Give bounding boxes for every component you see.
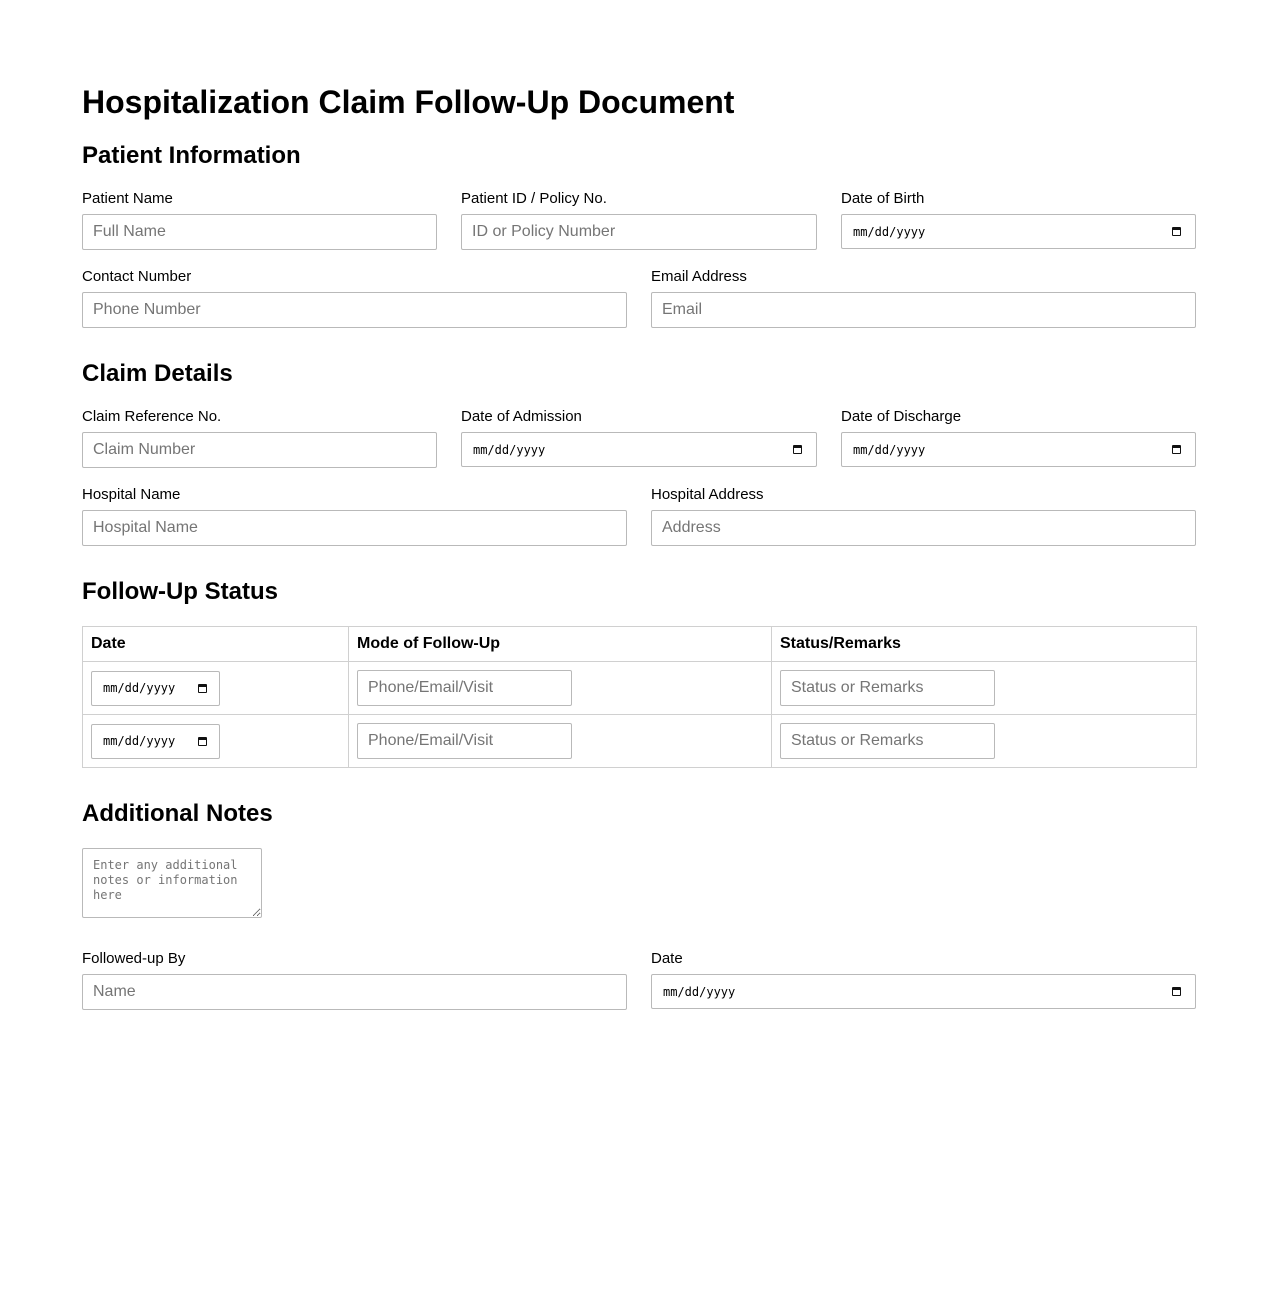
contact-number-input[interactable]	[82, 292, 627, 328]
claim-reference-input[interactable]	[82, 432, 437, 468]
table-header-row	[83, 627, 1197, 662]
follow-up-table	[82, 626, 1197, 768]
patient-name-label: Patient Name	[82, 190, 173, 207]
email-address-input[interactable]	[651, 292, 1196, 328]
followed-up-by-input[interactable]	[82, 974, 627, 1010]
patient-name-input[interactable]	[82, 214, 437, 250]
calendar-icon[interactable]	[1172, 445, 1181, 454]
email-address-label: Email Address	[651, 268, 747, 285]
date-of-admission-input[interactable]	[461, 432, 817, 467]
date-of-discharge-placeholder: mm/dd/yyyy	[853, 442, 926, 457]
calendar-icon[interactable]	[1172, 987, 1181, 996]
follow-up-mode-input[interactable]	[357, 670, 572, 706]
table-row	[83, 715, 1197, 768]
follow-up-date-input[interactable]	[91, 671, 220, 706]
column-header-mode: Mode of Follow-Up	[349, 627, 772, 662]
hospital-address-input[interactable]	[651, 510, 1196, 546]
status-cell	[772, 662, 1197, 715]
claim-reference-label: Claim Reference No.	[82, 408, 222, 425]
section-heading-follow-up-status: Follow-Up Status	[82, 578, 278, 605]
patient-id-label: Patient ID / Policy No.	[461, 190, 607, 207]
follow-up-mode-input[interactable]	[357, 723, 572, 759]
table-row	[83, 662, 1197, 715]
date-of-birth-placeholder: mm/dd/yyyy	[853, 224, 926, 239]
mode-cell	[349, 662, 772, 715]
signoff-date-label: Date	[651, 950, 683, 967]
section-heading-claim-details: Claim Details	[82, 360, 233, 387]
date-cell	[83, 662, 349, 715]
hospital-name-input[interactable]	[82, 510, 627, 546]
date-of-admission-label: Date of Admission	[461, 408, 582, 425]
followed-up-by-label: Followed-up By	[82, 950, 186, 967]
date-of-discharge-label: Date of Discharge	[841, 408, 962, 425]
date-of-birth-input[interactable]	[841, 214, 1196, 249]
patient-id-input[interactable]	[461, 214, 817, 250]
signoff-date-input[interactable]	[651, 974, 1196, 1009]
date-of-birth-label: Date of Birth	[841, 190, 925, 207]
calendar-icon[interactable]	[198, 737, 207, 746]
date-cell	[83, 715, 349, 768]
additional-notes-textarea[interactable]	[82, 848, 262, 918]
hospital-address-label: Hospital Address	[651, 486, 764, 503]
column-header-date: Date	[83, 627, 349, 662]
follow-up-status-input[interactable]	[780, 723, 995, 759]
section-heading-additional-notes: Additional Notes	[82, 800, 273, 827]
follow-up-status-input[interactable]	[780, 670, 995, 706]
calendar-icon[interactable]	[793, 445, 802, 454]
section-heading-patient-information: Patient Information	[82, 142, 301, 169]
calendar-icon[interactable]	[198, 684, 207, 693]
follow-up-date-input[interactable]	[91, 724, 220, 759]
date-of-admission-placeholder: mm/dd/yyyy	[473, 442, 546, 457]
hospital-name-label: Hospital Name	[82, 486, 181, 503]
column-header-status: Status/Remarks	[772, 627, 1197, 662]
calendar-icon[interactable]	[1172, 227, 1181, 236]
follow-up-date-placeholder: mm/dd/yyyy	[103, 734, 176, 748]
signoff-date-placeholder: mm/dd/yyyy	[663, 984, 736, 999]
follow-up-date-placeholder: mm/dd/yyyy	[103, 681, 176, 695]
date-of-discharge-input[interactable]	[841, 432, 1196, 467]
contact-number-label: Contact Number	[82, 268, 192, 285]
page-title: Hospitalization Claim Follow-Up Document	[82, 84, 735, 120]
mode-cell	[349, 715, 772, 768]
status-cell	[772, 715, 1197, 768]
